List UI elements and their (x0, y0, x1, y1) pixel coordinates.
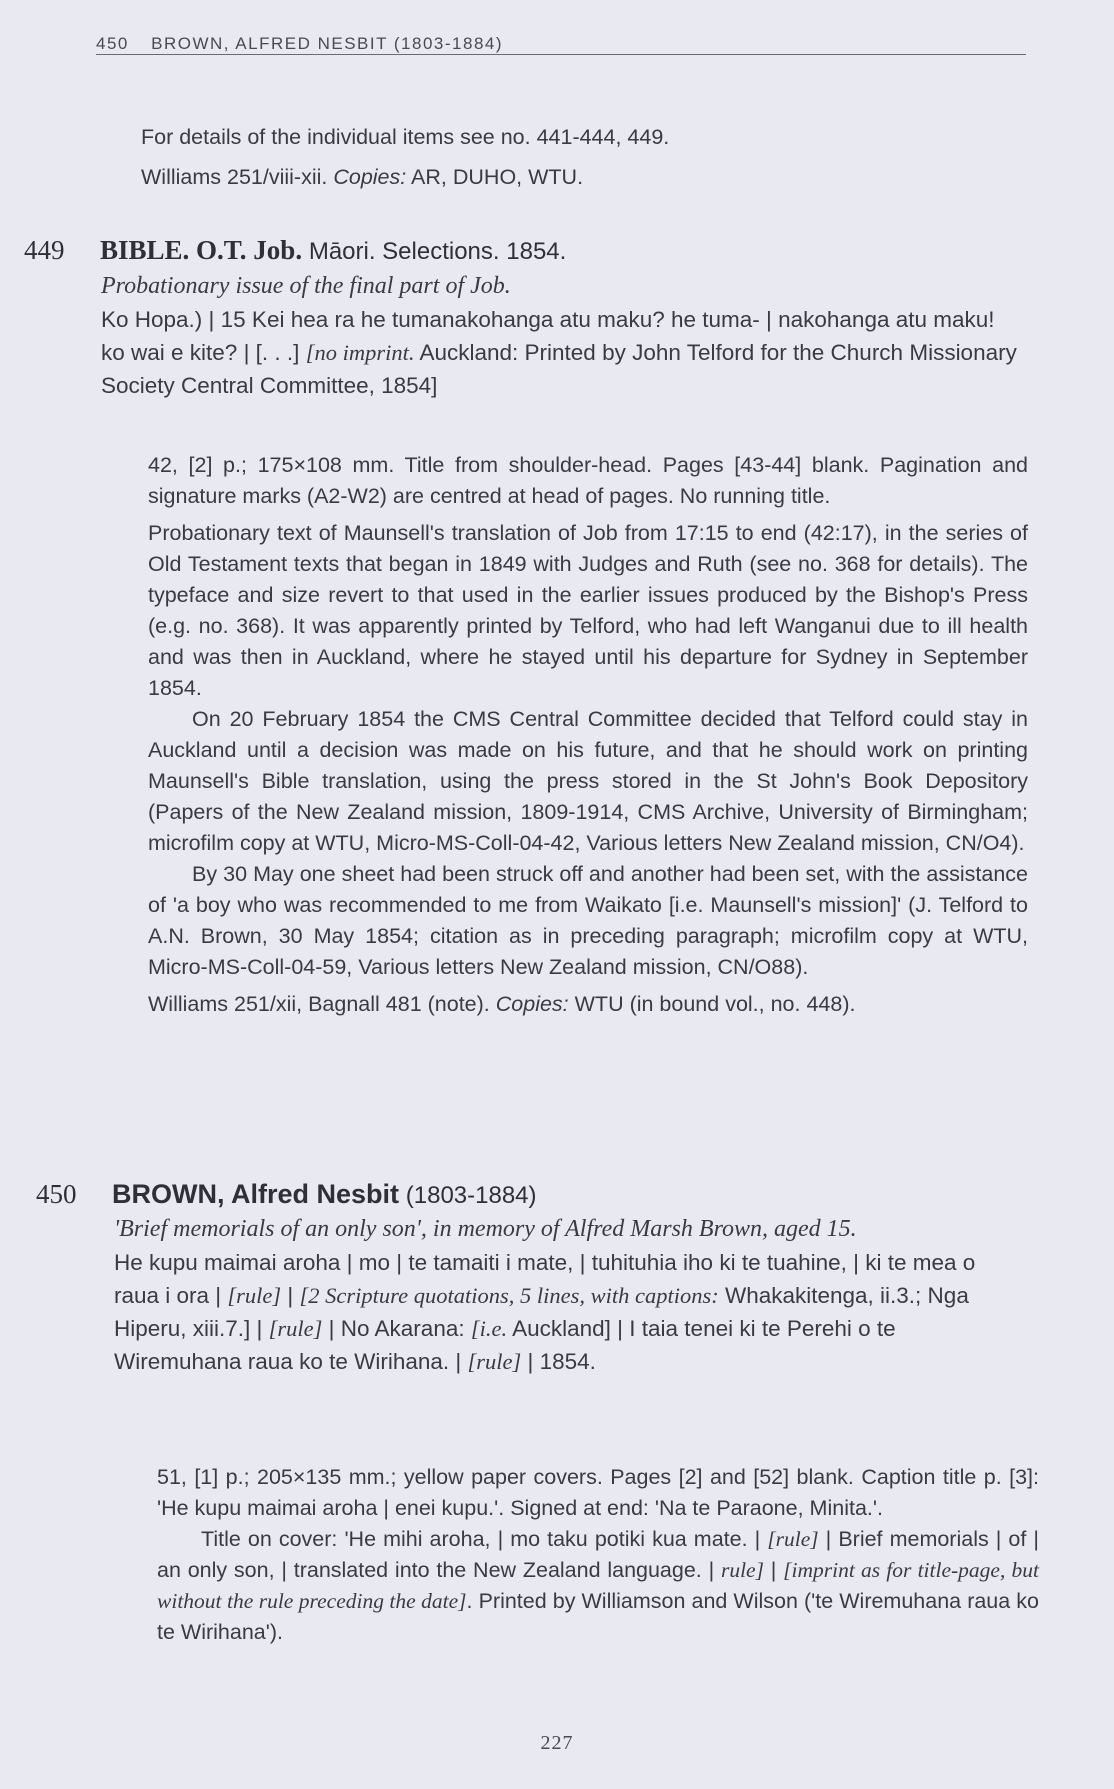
entry-449-note-3: By 30 May one sheet had been struck off and another had been set, with the assistance of 'a boy who was recommended to me from Waikato [i.e. Maunsell's mission]' (J. Telford to A.N. Brown, 30 May 1854; citation as in preceding paragraph; microfilm copy at WTU, Micro-MS-Coll-04-59, Various letters New Zealand mission, CN/O88). (148, 862, 1028, 979)
entry-449-transcription-a: Ko Hopa.) | 15 Kei hea ra he tumanakohanga atu maku? he tuma- | nakohanga atu maku! ko wai e kite? | [. . .] (101, 307, 995, 365)
entry-450-number: 450 (36, 1179, 77, 1209)
preceding-copies-label: Copies: (333, 165, 407, 189)
entry-450-transcription-note: [i.e. (470, 1316, 508, 1341)
entry-449-transcription (101, 303, 1023, 402)
entry-449-description (148, 450, 1028, 1020)
entry-450-cover-part: . Printed by Williamson and Wilson ('te Wiremuhana raua ko te Wirihana'). (157, 1589, 1039, 1644)
entry-449-copies: WTU (in bound vol., no. 448). (574, 992, 856, 1016)
entry-450-cover-part: Title on cover: 'He mihi aroha, | mo taku potiki kua mate. | (201, 1527, 768, 1551)
entry-450-transcription-rule: [rule] (227, 1283, 282, 1308)
preceding-entry-notes (141, 117, 1021, 197)
entry-450-heading (36, 1177, 1036, 1213)
entry-449-refs: Williams 251/xii, Bagnall 481 (note). (148, 992, 490, 1016)
entry-450-cover-rule: [rule] (767, 1527, 819, 1551)
entry-450-subtitle-a: 'Brief memorials of an only son', (114, 1216, 427, 1242)
preceding-copies: AR, DUHO, WTU. (411, 165, 584, 189)
entry-450-title: BROWN, Alfred Nesbit (112, 1179, 400, 1209)
entry-449-subtitle: Probationary issue of the final part of Job. (101, 273, 511, 299)
entry-449-title-block (101, 270, 1023, 402)
entry-450-cover-part: | (763, 1558, 784, 1582)
preceding-details-line: For details of the individual items see no. 441-444, 449. (141, 125, 670, 149)
entry-449-copies-label: Copies: (495, 992, 569, 1016)
entry-450-title-block (114, 1213, 1026, 1378)
entry-449-note-1: Probationary text of Maunsell's translation of Job from 17:15 to end (42:17), in the series of Old Testament texts that began in 1849 with Judges and Ruth (see no. 368 for details). The typeface and size revert to that used in the earlier issues produced by the Bishop's Press (e.g. no. 368). It was apparently printed by Telford, who had left Wanganui due to ill health and was then in Auckland, where he stayed until his departure for Sydney in September 1854. (148, 521, 1028, 700)
entry-450-transcription (114, 1246, 1026, 1378)
entry-450-transcription-rule: [rule] (268, 1316, 323, 1341)
entry-450-transcription-part: | No Akarana: (322, 1316, 471, 1341)
entry-450-transcription-part: | (281, 1283, 300, 1308)
entry-449-collation: 42, [2] p.; 175×108 mm. Title from shoulder-head. Pages [43-44] blank. Pagination and signature marks (A2-W2) are centred at head of pages. No running title. (148, 453, 1028, 508)
entry-450-title-rest: (1803-1884) (405, 1182, 537, 1209)
entry-450-transcription-part: Whakakitenga, ii.3.; Nga Hiperu, xiii.7.] | (114, 1283, 969, 1341)
entry-450-transcription-rule: [rule] (467, 1349, 522, 1374)
entry-449-heading (24, 233, 1024, 269)
preceding-refs: Williams 251/viii-xii. (141, 165, 328, 189)
entry-450-subtitle (114, 1213, 1026, 1246)
preceding-refs-line (141, 157, 1021, 197)
entry-449-note-2: On 20 February 1854 the CMS Central Committee decided that Telford could stay in Auckland until a decision was made on his future, and that he should work on printing Maunsell's Bible translation, using the press stored in the St John's Book Depository (Papers of the New Zealand mission, 1809-1914, CMS Archive, University of Birmingham; microfilm copy at WTU, Micro-MS-Coll-04-42, Various letters New Zealand mission, CN/O4). (148, 707, 1028, 855)
entry-450-description (157, 1462, 1039, 1648)
entry-450-transcription-part: | 1854. (521, 1349, 596, 1374)
entry-450-cover-note (157, 1524, 1039, 1648)
entry-450-cover-part: | Brief memorials | of | an only son, | translated into the New Zealand language. | (157, 1527, 1039, 1582)
entry-450-transcription-part: He kupu maimai aroha | mo | te tamaiti i mate, | tuhituhia iho ki te tuahine, | ki te mea o raua i ora | (114, 1250, 976, 1308)
entry-449-number: 449 (24, 235, 65, 265)
entry-450-transcription-part: Auckland] | I taia tenei ki te Perehi o te Wiremuhana raua ko te Wirihana. | (114, 1316, 896, 1374)
entry-450-subtitle-b: in memory of Alfred Marsh Brown, aged 15. (426, 1216, 857, 1242)
folio-page-number: 227 (540, 1732, 574, 1754)
running-head-title: BROWN, ALFRED NESBIT (1803-1884) (151, 34, 504, 53)
entry-450-transcription-note: [2 Scripture quotations, 5 lines, with captions: (299, 1283, 719, 1308)
entry-449-refs-line (148, 989, 1028, 1020)
entry-450-collation: 51, [1] p.; 205×135 mm.; yellow paper covers. Pages [2] and [52] blank. Caption title p. [3]: 'He kupu maimai aroha | enei kupu.'. Signed at end: 'Na te Paraone, Minita.'. (157, 1465, 1039, 1520)
running-head-rule (96, 54, 1026, 55)
entry-449-title-rest: Māori. Selections. 1854. (308, 238, 567, 265)
running-head-page-number: 450 (96, 34, 129, 53)
entry-449-title: BIBLE. O.T. Job. (100, 235, 303, 265)
entry-450-cover-rule: rule] (720, 1558, 764, 1582)
entry-449-transcription-b: Auckland: Printed by John Telford for the Church Missionary Society Central Committee, 1854] (101, 340, 1017, 398)
entry-450-cover-imprint-note: [imprint as for title-page, but without the rule preceding the date] (157, 1558, 1039, 1613)
entry-449-transcription-note: [no imprint. (305, 340, 415, 365)
running-head (96, 34, 1026, 54)
